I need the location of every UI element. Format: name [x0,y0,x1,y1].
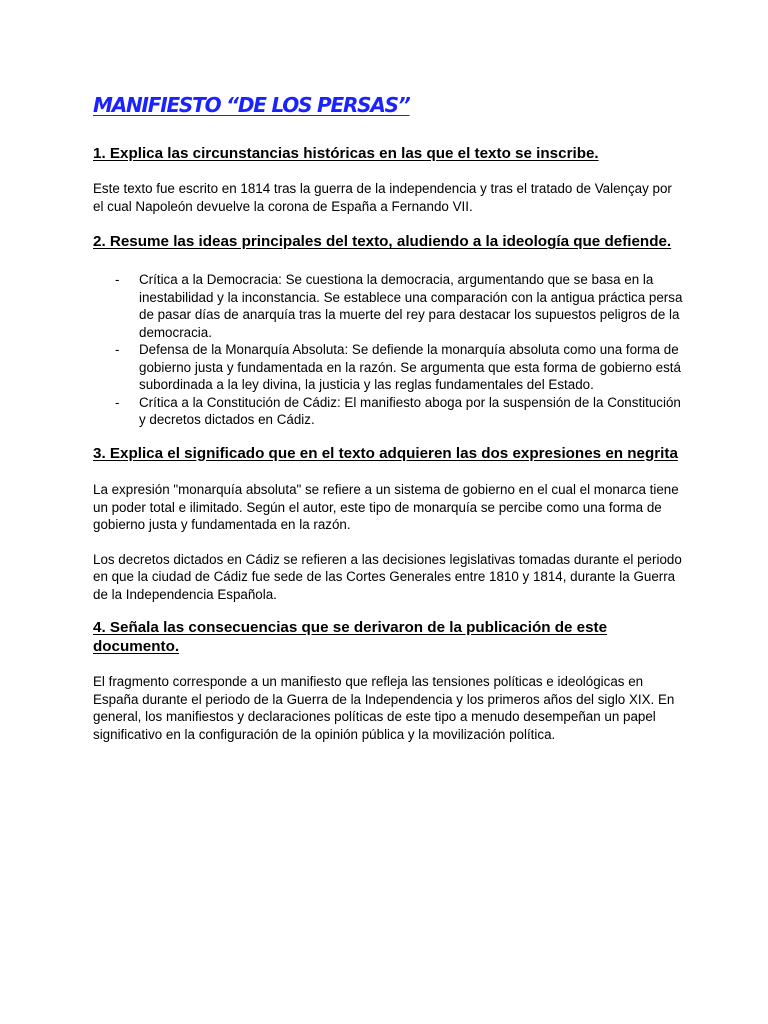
question-1: 1. Explica las circunstancias históricas en las que el texto se inscribe. [93,145,599,162]
bullet-marker: - [115,394,120,410]
bullet-text: Crítica a la Constitución de Cádiz: El manifiesto aboga por la suspensión de la Constitución y decretos dictados en Cádiz. [139,394,681,427]
answer-3-paragraph-1: La expresión "monarquía absoluta" se refiere a un sistema de gobierno en el cual el monarca tiene un poder total e ilimitado. Según el autor, este tipo de monarquía se percibe como una forma de gobierno justa y fundamentada en la razón. [93,482,679,532]
list-item [93,394,683,429]
bullet-marker: - [115,272,120,287]
bullet-text: Crítica a la Democracia: Se cuestiona la democracia, argumentando que se basa en la inestabilidad y la inconstancia. Se establece una comparación con la antigua práctica persa de pasar días de anarquía tras la muerte del rey para destacar los supuestos peligros de la democracia. [139,272,683,340]
list-item [93,341,683,394]
list-item [93,271,683,341]
bullet-marker: - [115,342,120,357]
question-2: 2. Resume las ideas principales del texto, aludiendo a la ideología que defiende. [93,233,672,250]
answer-1-paragraph-1: Este texto fue escrito en 1814 tras la guerra de la independencia y tras el tratado de Valençay por el cual Napoleón devuelve la corona de España a Fernando VII. [93,181,672,214]
bullet-text: Defensa de la Monarquía Absoluta: Se defiende la monarquía absoluta como una forma de gobierno justa y fundamentada en la razón. Se argumenta que esta forma de gobierno está subordinada a la ley divina, la justicia y las reglas fundamentales del Estado. [139,342,681,392]
question-3: 3. Explica el significado que en el texto adquieren las dos expresiones en negrita [93,444,678,462]
answer-4-paragraph-1: El fragmento corresponde a un manifiesto que refleja las tensiones políticas e ideológicas en España durante el periodo de la Guerra de la Independencia y los primeros años del siglo XIX. En general, los manifiestos y declaraciones políticas de este tipo a menudo desempeñan un papel significativo en la configuración de la opinión pública y la movilización política. [93,674,675,742]
document-page [93,88,683,743]
answer-2-bullet-list [93,271,683,429]
document-title: MANIFIESTO “DE LOS PERSAS” [93,93,410,117]
question-4: 4. Señala las consecuencias que se derivaron de la publicación de este documento. [93,619,608,655]
answer-3-paragraph-2: Los decretos dictados en Cádiz se refieren a las decisiones legislativas tomadas durante el periodo en que la ciudad de Cádiz fue sede de las Cortes Generales entre 1810 y 1814, durante la Guerra de la Independencia Española. [93,551,682,602]
